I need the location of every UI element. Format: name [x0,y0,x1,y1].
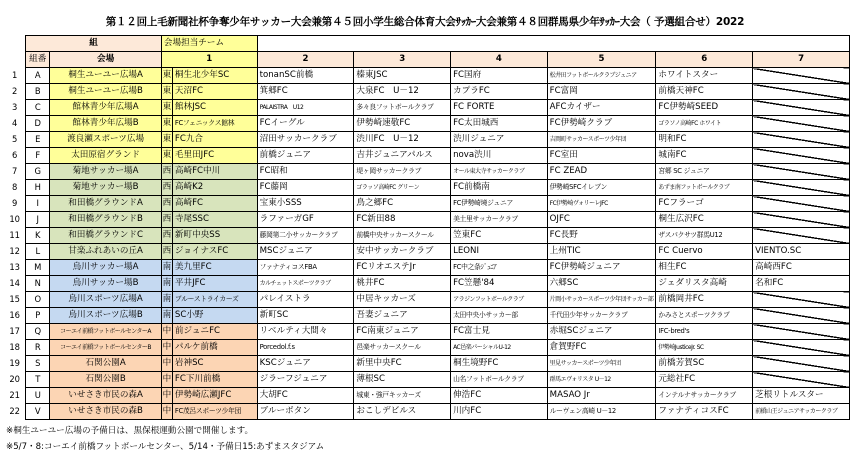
team-cell: ジェダリスタ高崎 [656,276,753,292]
team-cell: FC伊勢崎ヴォリーレJFC [547,196,656,212]
team-cell: 前橋ジュニア [257,148,354,164]
team-cell: FC伊勢崎SEED [656,100,753,116]
team-cell [753,100,850,116]
table-row [4,308,850,324]
team-cell [753,180,850,196]
team-cell: 薄根SC [354,372,451,388]
venue-cell: 桐生ユーユー広場A [50,68,162,84]
team-cell: 堤ヶ岡サッカークラブ [354,164,451,180]
team-cell: FC前橋南 [451,180,548,196]
team-cell: FC富士見 [451,324,548,340]
venue-cell: 甘楽ふれあいの丘A [50,244,162,260]
table-row [4,68,850,84]
col-header-7: 7 [753,52,850,68]
area-cell: 南 [161,276,172,292]
team-cell: 明和FC [656,132,753,148]
table-row [4,84,850,100]
group-letter: V [26,404,50,420]
team-cell: 倉賀野FC [547,340,656,356]
team-cell: 伊勢崎広瀬JFC [172,388,257,404]
note-2: ※5/7・8:コーエイ前橋フットボールセンター、5/14・予備日15:あずまスタジアム [6,442,325,452]
team-cell: 前橋山王ジュニアサッカークラブ [753,404,850,420]
team-cell: パレイストラ [257,292,354,308]
team-cell: LEONI [451,244,548,260]
team-cell: 新町中央SS [172,228,257,244]
team-cell: FC伊勢崎ジュニア [547,260,656,276]
team-cell: FC富岡 [547,84,656,100]
table-row [4,388,850,404]
table-row [4,228,850,244]
team-cell: FC室田 [547,148,656,164]
team-cell: FCフェニックス館林 [172,116,257,132]
venue-cell: 館林青少年広場A [50,100,162,116]
team-cell: ジョイナスFC [172,244,257,260]
row-number: 6 [11,150,18,160]
team-cell: 伸浩FC [451,388,548,404]
team-cell: 伊勢崎SFCイレブン [547,180,656,196]
page-title: 第１２回上毛新聞社杯争奪少年サッカー大会兼第４５回小学生総合体育大会ｻｯｶｰ大会兼第４８回群馬県少年ｻｯｶｰ大会（ 予選組合せ）2022 [105,16,745,28]
team-cell: 里見サッカースポーツ少年団 [547,356,656,372]
venue-cell: 烏川スポーツ広場B [50,308,162,324]
team-cell: 平井JFC [172,276,257,292]
group-letter: T [26,372,50,388]
row-number: 20 [9,374,20,384]
team-cell: AC邑楽パーシャルU-12 [451,340,548,356]
team-cell: カルチェットスポーツクラブ [257,276,354,292]
team-cell [753,68,850,84]
team-cell: FC九合 [172,132,257,148]
area-cell: 南 [161,260,172,276]
table-row [4,324,850,340]
team-cell: 吉岡町サッカースポーツ少年団 [547,132,656,148]
area-cell: 西 [161,180,172,196]
venue-cell: 烏川サッカー場B [50,276,162,292]
group-letter: G [26,164,50,180]
area-cell: 東 [161,148,172,164]
team-cell: 桐生北少年SC [172,68,257,84]
table-row [4,132,850,148]
row-number: 18 [9,342,20,352]
team-cell: 宝東小SSS [257,196,354,212]
venue-cell: 和田橋グラウンドA [50,196,162,212]
group-header: 組 [26,36,162,52]
col-header-2: 2 [257,52,354,68]
venue-cell: 桐生ユーユー広場B [50,84,162,100]
header-row-2 [4,52,850,68]
team-cell: FC笠懸'84 [451,276,548,292]
table-row [4,292,850,308]
team-cell: 榛東JSC [354,68,451,84]
team-cell: FC茂呂スポーツ少年団 [172,404,257,420]
row-number: 13 [9,262,20,272]
team-cell: 大泉FC U－12 [354,84,451,100]
team-cell: ジラーフジュニア [257,372,354,388]
team-cell: PALAISTRA U12 [257,100,354,116]
team-cell: 前橋天神FC [656,84,753,100]
team-cell: 名和FC [753,276,850,292]
group-letter: N [26,276,50,292]
venue-cell: 和田橋グラウンドC [50,228,162,244]
team-cell: 新里中央FC [354,356,451,372]
team-cell [753,324,850,340]
group-letter: R [26,340,50,356]
team-cell: 高崎K2 [172,180,257,196]
team-cell: 館林JSC [172,100,257,116]
team-cell: 邑楽サッカースクール [354,340,451,356]
area-cell: 西 [161,164,172,180]
venue-cell: コーエイ前橋フットボールセンターA [50,324,162,340]
table-row [4,180,850,196]
team-cell: FC伊勢崎境ジュニア [451,196,548,212]
team-cell: 桃井FC [354,276,451,292]
venue-cell: 渡良瀬スポーツ広場 [50,132,162,148]
team-cell [753,356,850,372]
row-number: 5 [11,134,18,144]
row-number: 19 [9,358,20,368]
row-number: 2 [11,86,18,96]
team-cell: ラファーガGF [257,212,354,228]
team-cell: 大胡FC [257,388,354,404]
team-cell: 山名フットボールクラブ [451,372,548,388]
table-row [4,212,850,228]
venue-cell: いせさき市民の森A [50,388,162,404]
team-cell: FC中之条ｼﾞｭﾆｱ [451,260,548,276]
team-cell: FC Cuervo [656,244,753,260]
team-cell: 桐生境野FC [451,356,548,372]
area-cell: 南 [161,292,172,308]
team-cell: AFCカイザー [547,100,656,116]
area-cell: 中 [161,340,172,356]
team-cell: KSCジュニア [257,356,354,372]
area-cell: 中 [161,356,172,372]
team-cell: ザスパクサツ群馬U12 [656,228,753,244]
team-cell: 美土里サッカークラブ [451,212,548,228]
venue-cell: 館林青少年広場B [50,116,162,132]
team-cell: 美九里FC [172,260,257,276]
team-cell: FC太田城西 [451,116,548,132]
area-cell: 西 [161,228,172,244]
team-cell: 太田中央小サッカー部 [451,308,548,324]
row-number: 14 [9,278,20,288]
table-row [4,244,850,260]
table-row [4,372,850,388]
team-cell: 伊勢崎JusticeJr. SC [656,340,753,356]
team-cell: FC昭和 [257,164,354,180]
venue-header: 会場 [50,52,162,68]
team-cell: 高崎FC [172,196,257,212]
venue-cell: 菊地サッカー場A [50,164,162,180]
team-cell: FC国府 [451,68,548,84]
group-letter: E [26,132,50,148]
venue-cell: 石関公園A [50,356,162,372]
team-cell: 松井田フットボールクラブジュニア [547,68,656,84]
col-header-1: 1 [161,52,257,68]
team-cell: 新町SC [257,308,354,324]
team-cell: 多々良フットボールクラブ [354,100,451,116]
group-letter: S [26,356,50,372]
area-cell: 西 [161,196,172,212]
team-cell: 吉井ジュニアパルス [354,148,451,164]
group-letter: D [26,116,50,132]
venue-cell: 烏川スポーツ広場A [50,292,162,308]
team-cell [753,372,850,388]
team-cell: ブルーストライカーズ [172,292,257,308]
group-letter: U [26,388,50,404]
team-cell: 元総社FC [656,372,753,388]
team-cell: パルケ前橋 [172,340,257,356]
team-cell: 毛里田JFC [172,148,257,164]
group-letter: J [26,212,50,228]
area-cell: 中 [161,388,172,404]
table-row [4,404,850,420]
row-number: 1 [11,70,18,80]
team-cell: 中居キッカーズ [354,292,451,308]
team-cell: リベルティ大間々 [257,324,354,340]
row-number: 15 [9,294,20,304]
team-cell: 前橋中央サッカースクール [354,228,451,244]
team-cell: ゴラッソ高崎FC グリーン [354,180,451,196]
area-cell: 東 [161,68,172,84]
team-cell: 高崎西FC [753,260,850,276]
table-row [4,116,850,132]
header-row-1 [4,36,850,52]
area-cell: 中 [161,324,172,340]
table-row [4,196,850,212]
team-cell: 宮郷 SC ジュニア [656,164,753,180]
row-number: 4 [11,118,18,128]
group-letter: B [26,84,50,100]
group-letter: O [26,292,50,308]
team-cell: 箕郷FC [257,84,354,100]
team-cell: 渋川FC U－12 [354,132,451,148]
schedule-table [4,35,850,420]
team-cell: かみさとスポーツクラブ [656,308,753,324]
team-cell: 城南FC [656,148,753,164]
team-cell: ホワイトスター [656,68,753,84]
team-cell: ファナティコスFBA [257,260,354,276]
team-cell: 前橋岡井FC [656,292,753,308]
area-cell: 南 [161,308,172,324]
group-letter: A [26,68,50,84]
venue-cell: コーエイ前橋フットボールセンターB [50,340,162,356]
team-cell: 上州TIC [547,244,656,260]
kumiban-header: 組番 [26,52,50,68]
group-letter: C [26,100,50,116]
group-letter: H [26,180,50,196]
venue-cell: 和田橋グラウンドB [50,212,162,228]
team-cell: ゴラソノ高崎FC ホワイト [656,116,753,132]
group-letter: Q [26,324,50,340]
team-cell: FCリオエステJr [354,260,451,276]
team-cell: 相生FC [656,260,753,276]
row-number: 8 [11,182,18,192]
team-cell: FC ZEAD [547,164,656,180]
team-cell: 前ジュニFC [172,324,257,340]
team-cell: 鳥之郷FC [354,196,451,212]
team-cell [753,148,850,164]
team-cell: 藤岡第二小サッカークラブ [257,228,354,244]
team-cell [753,308,850,324]
row-number: 3 [11,102,18,112]
area-cell: 中 [161,404,172,420]
row-number: 7 [11,166,18,176]
table-row [4,340,850,356]
venue-cell: 菊地サッカー場B [50,180,162,196]
note-1: ※桐生ユーユー広場の予備日は、黒保根運動公園で開催します。 [6,426,254,436]
team-cell: 沼田サッカークラブ [257,132,354,148]
team-cell: MASAO Jr [547,388,656,404]
row-number: 11 [9,230,20,240]
team-cell: FC南東ジュニア [354,324,451,340]
team-cell [753,292,850,308]
area-cell: 中 [161,372,172,388]
row-number: 22 [9,406,20,416]
group-letter: F [26,148,50,164]
area-cell: 東 [161,84,172,100]
team-cell: あずま南フットボールクラブ [656,180,753,196]
team-cell: ブルーボタン [257,404,354,420]
team-cell: 寺尾SSC [172,212,257,228]
team-cell: FC新田88 [354,212,451,228]
table-row [4,164,850,180]
team-cell [753,116,850,132]
teams-header: 会場担当チーム [161,36,257,52]
team-cell: MSCジュニア [257,244,354,260]
team-cell: ルーヴェン高崎 U－12 [547,404,656,420]
team-cell: 伊勢崎速敬FC [354,116,451,132]
team-cell: 高崎FC中川 [172,164,257,180]
col-header-5: 5 [547,52,656,68]
team-cell: Porcedol.f.s [257,340,354,356]
team-cell: 渋川ジュニア [451,132,548,148]
team-cell: VIENTO.SC [753,244,850,260]
area-cell: 東 [161,116,172,132]
table-row [4,276,850,292]
team-cell: FC長野 [547,228,656,244]
team-cell: おこしデビルス [354,404,451,420]
table-row [4,148,850,164]
team-cell: ファナティコスFC [656,404,753,420]
table-row [4,356,850,372]
team-cell: SC小野 [172,308,257,324]
row-number: 10 [9,214,20,224]
team-cell: 桐生広沢FC [656,212,753,228]
venue-cell: いせさき市民の森B [50,404,162,420]
team-cell: IFC-bred's [656,324,753,340]
team-cell: 川内FC [451,404,548,420]
row-number: 21 [9,390,20,400]
team-cell: nova渋川 [451,148,548,164]
group-letter: L [26,244,50,260]
venue-cell: 太田原宿グランド [50,148,162,164]
area-cell: 東 [161,132,172,148]
team-cell: FC下川前橋 [172,372,257,388]
team-cell: カプラFC [451,84,548,100]
team-cell [753,228,850,244]
area-cell: 西 [161,244,172,260]
team-cell: FCフラーゴ [656,196,753,212]
team-cell: FC藤岡 [257,180,354,196]
col-header-6: 6 [656,52,753,68]
team-cell: OJFC [547,212,656,228]
row-number: 12 [9,246,20,256]
team-cell: 城東・強戸キッカーズ [354,388,451,404]
col-header-4: 4 [451,52,548,68]
team-cell [753,132,850,148]
team-cell: 群馬エヴォリスタ U－12 [547,372,656,388]
team-cell: インテルナサッカークラブ [656,388,753,404]
table-row [4,260,850,276]
team-cell [753,84,850,100]
group-letter: M [26,260,50,276]
team-cell: FC伊勢崎クラブ [547,116,656,132]
row-number: 16 [9,310,20,320]
team-cell: 千代田少年サッカークラブ [547,308,656,324]
team-cell: 六郷SC [547,276,656,292]
team-cell: オール東大寺サッカークラブ [451,164,548,180]
group-letter: I [26,196,50,212]
team-cell: 吾妻ジュニア [354,308,451,324]
team-cell [753,212,850,228]
row-number: 17 [9,326,20,336]
team-cell [753,196,850,212]
group-letter: P [26,308,50,324]
team-cell: 天沼FC [172,84,257,100]
venue-cell: 石関公園B [50,372,162,388]
area-cell: 東 [161,100,172,116]
team-cell: 赤堀SCジュニア [547,324,656,340]
team-cell: アラジンフットボールクラブ [451,292,548,308]
venue-cell: 烏川サッカー場A [50,260,162,276]
team-cell: tonanSC前橋 [257,68,354,84]
group-letter: K [26,228,50,244]
team-cell: 岩神SC [172,356,257,372]
team-cell: 芝根リトルスター [753,388,850,404]
team-cell: 安中サッカークラブ [354,244,451,260]
table-row [4,100,850,116]
area-cell: 西 [161,212,172,228]
team-cell [753,340,850,356]
team-cell: FC FORTE [451,100,548,116]
team-cell: 片岡小サッカースポーツ少年団サッカー部 [547,292,656,308]
team-cell [753,164,850,180]
team-cell: 笠東FC [451,228,548,244]
team-cell: 前橋芳賀SC [656,356,753,372]
team-cell: FCイーグル [257,116,354,132]
col-header-3: 3 [354,52,451,68]
row-number: 9 [11,198,18,208]
